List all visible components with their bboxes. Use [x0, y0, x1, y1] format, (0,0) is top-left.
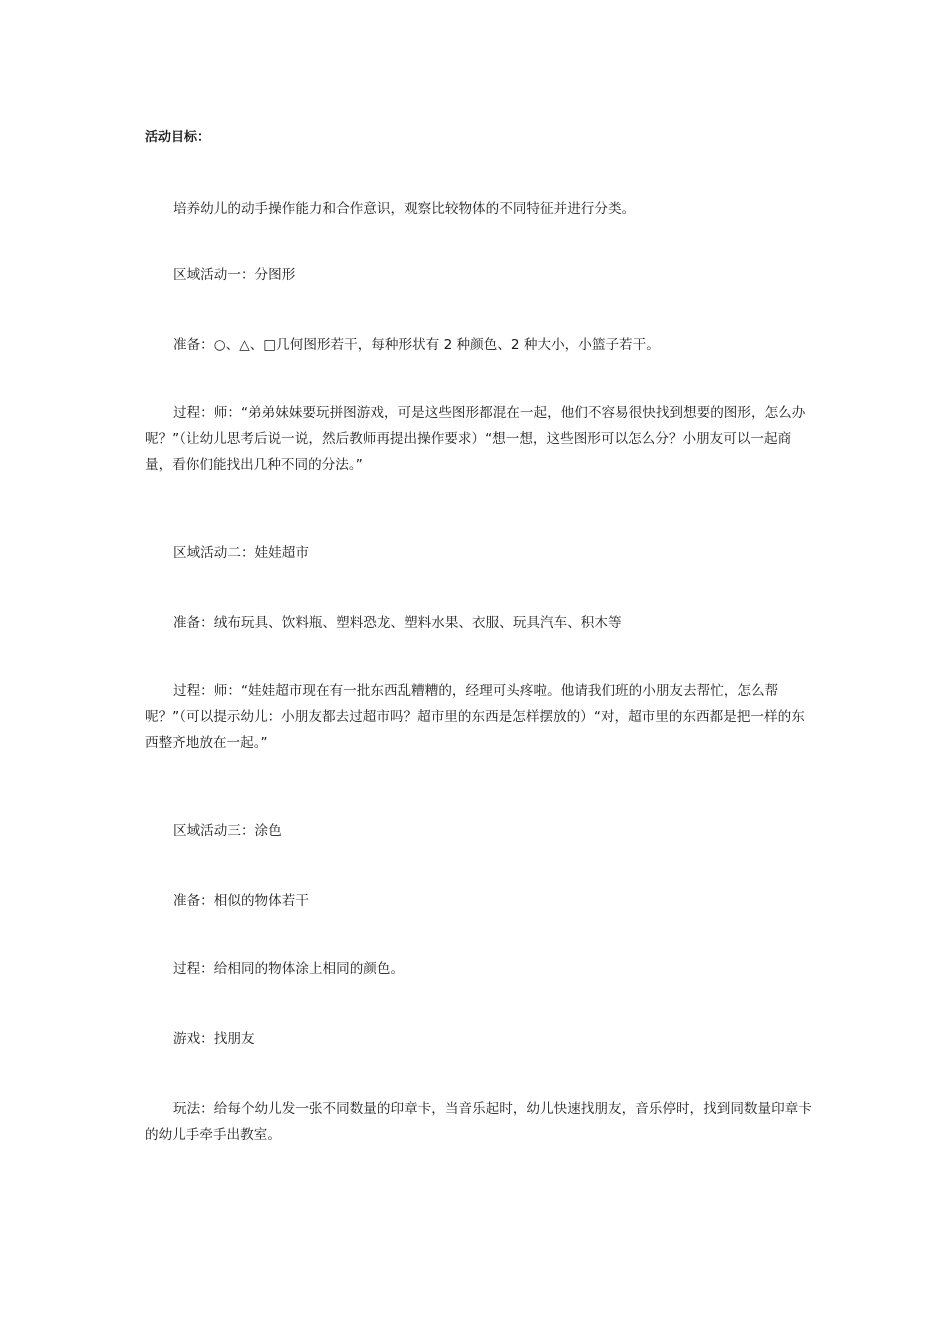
paragraph-activity-3-title: 区域活动三：涂色: [173, 823, 282, 839]
paragraph-activity-3-prep: 准备：相似的物体若干: [173, 893, 309, 909]
paragraph-activity-2-prep: 准备：绒布玩具、饮料瓶、塑料恐龙、塑料水果、衣服、玩具汽车、积木等: [173, 615, 622, 631]
paragraph-objective: 培养幼儿的动手操作能力和合作意识，观察比较物体的不同特征并进行分类。: [173, 201, 636, 217]
paragraph-game-rules: 玩法：给每个幼儿发一张不同数量的印章卡，当音乐起时，幼儿快速找朋友，音乐停时，找到同数量印章卡的幼儿手牵手出教室。: [145, 1101, 812, 1143]
paragraph-game-title: 游戏：找朋友: [173, 1031, 255, 1047]
paragraph-activity-2-title: 区域活动二：娃娃超市: [173, 545, 309, 561]
paragraph-activity-1-process: 过程：师：“弟弟妹妹要玩拼图游戏，可是这些图形都混在一起，他们不容易很快找到想要的图形，怎么办呢？”（让幼儿思考后说一说，然后教师再提出操作要求）“想一想，这些图形可以怎么分？小朋友可以一起商量，看你们能找出几种不同的分法。”: [145, 405, 806, 473]
paragraph-activity-1-prep: 准备：○、△、□几何图形若干，每种形状有 2 种颜色、2 种大小，小篮子若干。: [173, 337, 660, 353]
section-heading: 活动目标：: [145, 130, 211, 145]
paragraph-activity-1-title: 区域活动一：分图形: [173, 267, 296, 283]
paragraph-activity-3-process: 过程：给相同的物体涂上相同的颜色。: [173, 961, 405, 977]
paragraph-activity-2-process: 过程：师：“娃娃超市现在有一批东西乱糟糟的，经理可头疼啦。他请我们班的小朋友去帮忙，怎么帮呢？”（可以提示幼儿：小朋友都去过超市吗？超市里的东西是怎样摆放的）“对，超市里的东西都是把一样的东西整齐地放在一起。”: [145, 683, 805, 751]
